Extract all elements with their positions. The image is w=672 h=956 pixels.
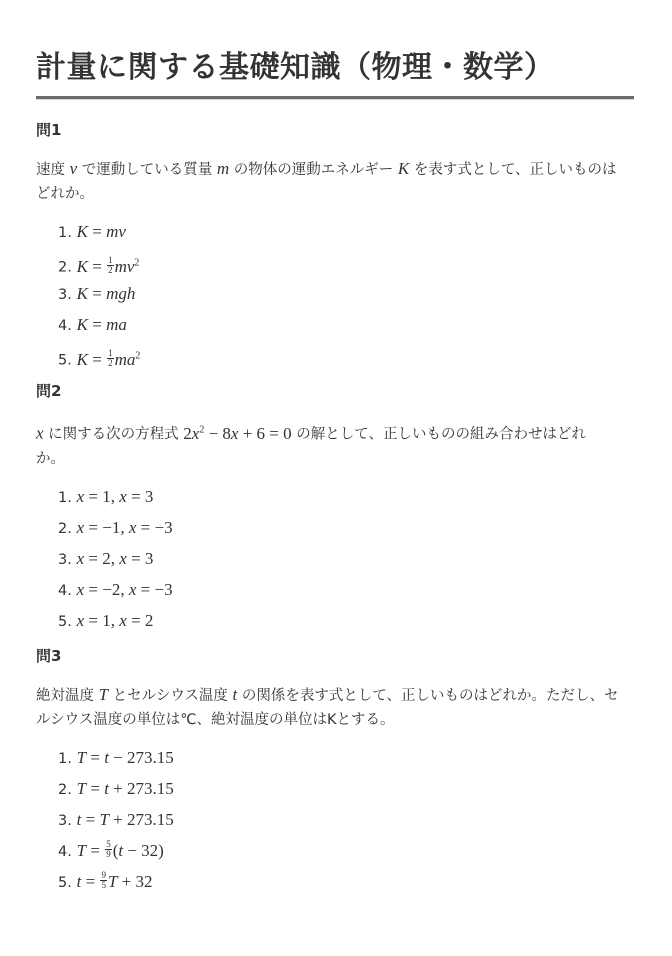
option-item: 3. K = mgh	[58, 284, 136, 303]
options-list	[36, 487, 634, 642]
option-item: 4. x = −2, x = −3	[58, 579, 173, 599]
option-item: 1. K = mv	[58, 222, 126, 241]
question-heading: 問1	[36, 121, 62, 139]
question-1	[36, 120, 634, 377]
option-item: 3. t = T + 273.15	[58, 809, 174, 829]
title-divider	[36, 96, 634, 100]
question-heading: 問3	[36, 646, 62, 665]
question-text: 絶対温度 T とセルシウス温度 t の関係を表す式として、正しいものはどれか。ただし、セ ルシウス温度の単位は℃、絶対温度の単位はKとする。	[36, 684, 619, 728]
option-item: 2. K = $\frac{1}{2}$ $mv^2$	[58, 255, 140, 276]
question-2	[36, 381, 634, 642]
question-text: 速度 v で運動している質量 m の物体の運動エネルギー K を表す式として、正しいものは どれか。	[36, 159, 617, 202]
page-title: 計量に関する基礎知識（物理・数学）	[36, 50, 555, 85]
option-item: 5. t = $\frac{9}{5}$ T + 32	[58, 870, 153, 891]
option-item: 4. K = ma	[58, 315, 127, 334]
question-text: x に関する次の方程式 $2x^2 - 8x + 6 = 0$ の解として、正しいものの組み合わせはどれ か。	[36, 423, 586, 467]
option-item: 2. x = −1, x = −3	[58, 517, 173, 537]
option-item: 2. T = t + 273.15	[58, 778, 174, 798]
option-item: 5. x = 1, x = 2	[58, 610, 154, 630]
options-list	[36, 748, 634, 903]
option-item: 1. x = 1, x = 3	[58, 486, 154, 506]
option-item: 3. x = 2, x = 3	[58, 548, 154, 568]
option-item: 1. T = t − 273.15	[58, 747, 174, 767]
question-heading: 問2	[36, 382, 62, 400]
option-item: 4. T = $\frac{5}{9}$ (t − 32)	[58, 839, 164, 860]
option-item: 5. K = $\frac{1}{2}$ $ma^2$	[58, 348, 141, 369]
options-list	[36, 222, 634, 377]
question-3	[36, 646, 634, 903]
